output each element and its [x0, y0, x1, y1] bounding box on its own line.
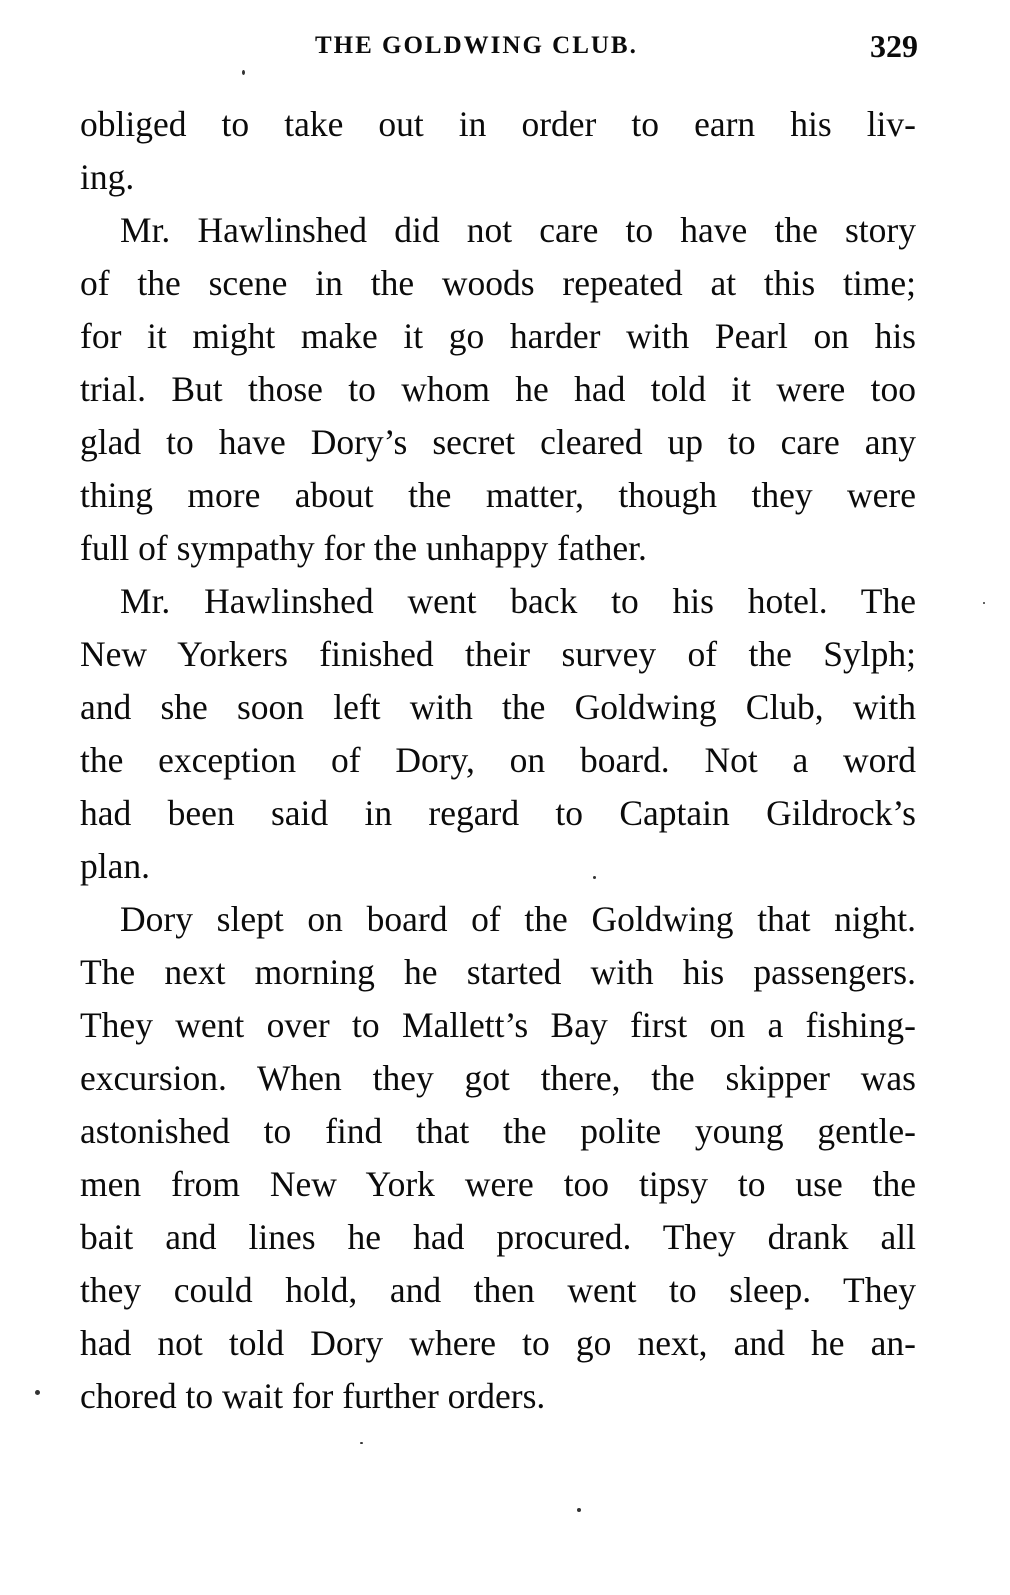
text-line: ing. [80, 157, 135, 197]
text-line: glad to have Dory’s secret cleared up to care any [80, 422, 916, 462]
running-title: THE GOLDWING CLUB. [315, 32, 638, 59]
scan-speck [35, 1390, 40, 1395]
text-line: Mr. Hawlinshed went back to his hotel. The [120, 581, 916, 621]
scan-speck [593, 876, 596, 879]
text-line: the exception of Dory, on board. Not a word [80, 740, 916, 780]
page-number: 329 [870, 28, 918, 64]
text-line: New Yorkers finished their survey of the Sylph; [80, 634, 916, 674]
text-line: Mr. Hawlinshed did not care to have the story [120, 210, 916, 250]
running-header [0, 28, 1010, 68]
body-text [80, 98, 916, 1423]
text-line: had been said in regard to Captain Gildrock’s [80, 793, 916, 833]
paragraph [80, 204, 916, 575]
text-line: astonished to find that the polite young gentle- [80, 1111, 916, 1151]
scan-speck [983, 602, 985, 604]
paragraph [80, 893, 916, 1423]
paragraph [80, 575, 916, 893]
scan-speck [577, 1508, 581, 1512]
text-line: excursion. When they got there, the skipper was [80, 1058, 916, 1098]
text-line: thing more about the matter, though they were [80, 475, 916, 515]
scan-speck [242, 70, 245, 75]
text-line: They went over to Mallett’s Bay first on a fishing- [80, 1005, 916, 1045]
text-line: had not told Dory where to go next, and he an- [80, 1323, 916, 1363]
text-line: chored to wait for further orders. [80, 1376, 546, 1416]
text-line: of the scene in the woods repeated at this time; [80, 263, 916, 303]
text-line: and she soon left with the Goldwing Club, with [80, 687, 916, 727]
text-line: full of sympathy for the unhappy father. [80, 528, 647, 568]
text-line: obliged to take out in order to earn his liv- [80, 104, 916, 144]
text-line: for it might make it go harder with Pearl on his [80, 316, 916, 356]
text-line: men from New York were too tipsy to use the [80, 1164, 916, 1204]
paragraph [80, 98, 916, 204]
text-line: bait and lines he had procured. They drank all [80, 1217, 916, 1257]
text-line: trial. But those to whom he had told it were too [80, 369, 916, 409]
text-line: The next morning he started with his passengers. [80, 952, 916, 992]
text-line: they could hold, and then went to sleep. They [80, 1270, 916, 1310]
text-line: Dory slept on board of the Goldwing that night. [120, 899, 916, 939]
scan-speck [360, 1442, 363, 1444]
text-line: plan. [80, 846, 150, 886]
